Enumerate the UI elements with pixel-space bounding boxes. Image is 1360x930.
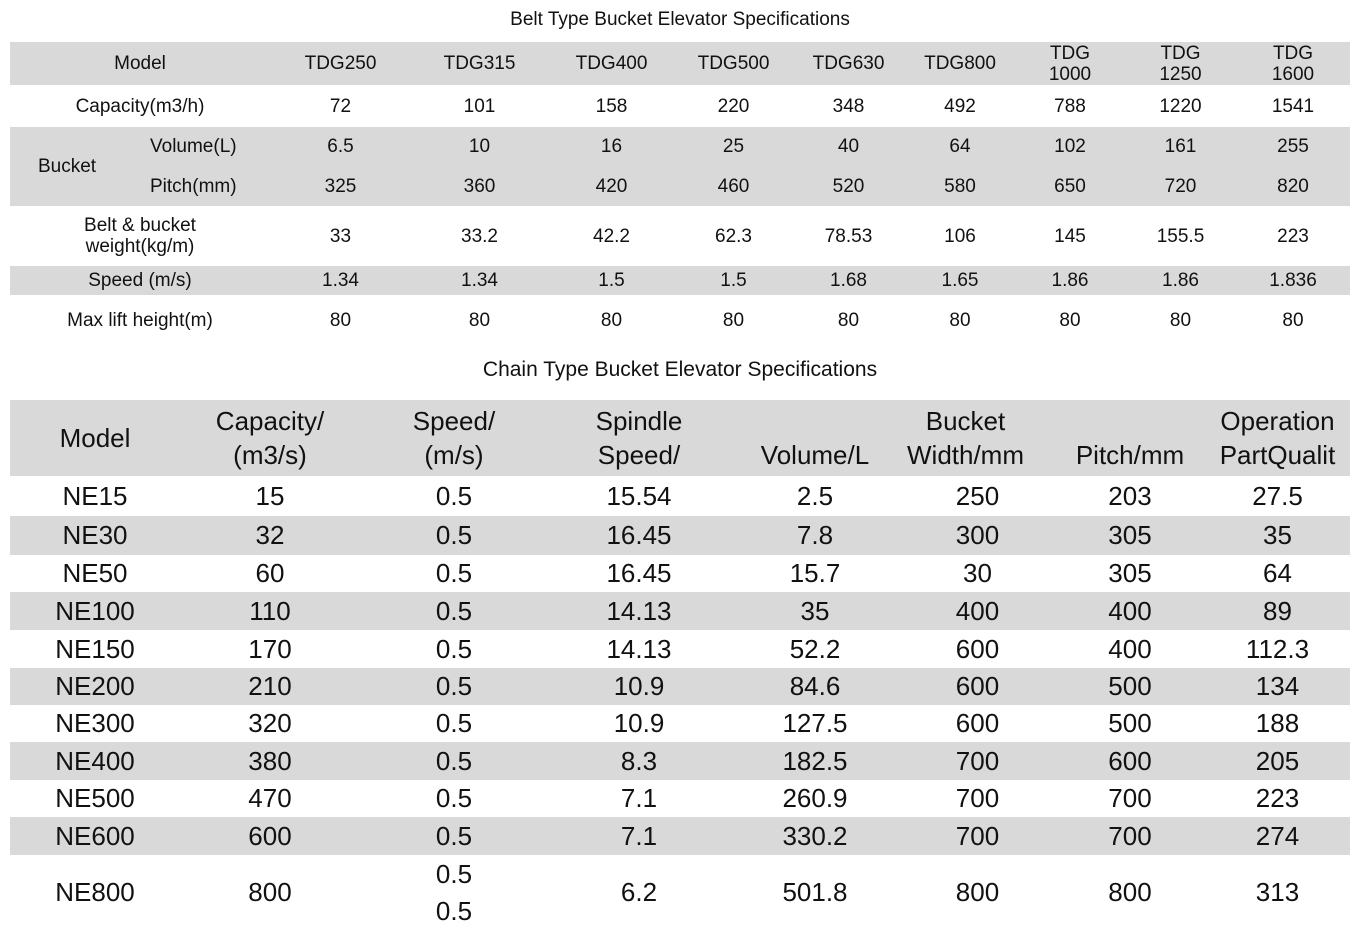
chain-cell: 10.9 (613, 671, 665, 701)
chain-cell: 470 (248, 783, 292, 813)
chain-header-line: Speed/ (412, 406, 496, 436)
chain-header-row (10, 400, 1350, 476)
chain-table-row (10, 742, 1350, 780)
chain-cell: 500 (1108, 671, 1152, 701)
chain-cell: 700 (1108, 820, 1152, 851)
lift-row-label: Max lift height(m) (67, 309, 213, 331)
capacity-row-value: 1541 (1271, 95, 1315, 117)
volume-value: 40 (837, 136, 860, 157)
chain-cell: 203 (1108, 480, 1152, 511)
chain-cell: NE15 (62, 480, 128, 511)
capacity-row-label: Capacity(m3/h) (75, 95, 205, 117)
chain-cell: 30 (963, 558, 992, 588)
belt-spec-table (10, 42, 1350, 345)
volume-value: 64 (949, 136, 971, 157)
pitch-value: 460 (717, 175, 750, 197)
chain-header-line: Capacity/ (215, 406, 325, 436)
chain-cell: 260.9 (782, 783, 848, 813)
capacity-row-value: 348 (832, 95, 865, 117)
chain-cell: 170 (248, 633, 292, 664)
chain-cell: 380 (248, 745, 292, 776)
weight-row-value: 33 (329, 225, 352, 247)
speed-row-value: 1.86 (1162, 270, 1199, 291)
chain-cell: 27.5 (1252, 480, 1303, 511)
chain-header-cell (1055, 400, 1205, 476)
chain-header-cell (888, 400, 1043, 476)
chain-header-line: Bucket (925, 406, 1006, 436)
chain-cell: 700 (955, 745, 1000, 776)
chain-cell: 15 (255, 480, 285, 511)
chain-cell: 400 (1108, 595, 1152, 626)
pitch-label: Pitch(mm) (150, 175, 237, 197)
pitch-value: 820 (1277, 175, 1309, 197)
speed-row-value: 1.34 (322, 270, 359, 291)
chain-cell: 89 (1263, 595, 1292, 626)
capacity-row-value: 158 (595, 95, 628, 117)
belt-table-title: Belt Type Bucket Elevator Specifications (510, 9, 850, 30)
chain-cell: 0.5 (435, 820, 473, 851)
lift-row-value: 80 (722, 309, 745, 331)
chain-cell: 7.8 (796, 520, 834, 550)
chain-table-row (10, 516, 1350, 555)
chain-header-cell (730, 400, 900, 476)
chain-header-line: Volume/L (760, 440, 870, 470)
chain-cell: 305 (1108, 520, 1152, 550)
chain-cell: 15.54 (606, 480, 672, 511)
chain-header-line: Width/mm (907, 440, 1024, 470)
weight-row-value: 155.5 (1156, 225, 1205, 247)
chain-cell: NE800 (55, 877, 135, 907)
chain-cell: 60 (255, 558, 285, 588)
chain-cell: 7.1 (620, 820, 658, 851)
capacity-row-value: 72 (329, 95, 352, 117)
chain-cell: 8.3 (620, 745, 658, 776)
header-row-value: TDG250 (304, 53, 377, 74)
chain-cell: 700 (955, 783, 1000, 813)
chain-cell: 10.9 (613, 708, 665, 738)
weight-row-label: Belt & bucket weight(kg/m) (84, 215, 196, 257)
chain-cell: 305 (1108, 558, 1152, 588)
speed-row-value: 1.836 (1269, 270, 1317, 291)
chain-header-line: (m/s) (424, 440, 484, 470)
speed-row-value: 1.65 (941, 270, 979, 291)
speed-row-value: 1.5 (720, 270, 747, 291)
chain-cell: 223 (1255, 783, 1300, 813)
chain-cell: 500 (1108, 708, 1152, 738)
chain-cell: 0.5 (435, 520, 473, 550)
chain-cell: 0.5 (435, 480, 473, 511)
weight-row-value: 145 (1054, 225, 1086, 247)
speed-row-value: 1.86 (1051, 270, 1089, 291)
chain-cell: 600 (955, 671, 1000, 701)
chain-cell: 313 (1255, 877, 1300, 907)
chain-table-row (10, 817, 1350, 855)
chain-cell: 0.5 0.5 (435, 858, 473, 926)
chain-header-line: Speed/ (597, 440, 681, 470)
capacity-row-value: 220 (717, 95, 750, 117)
chain-cell: 0.5 (435, 558, 473, 588)
chain-cell: NE300 (55, 708, 135, 738)
chain-header-cell: Model (59, 423, 131, 453)
header-row-label: Model (114, 53, 166, 74)
chain-cell: 600 (955, 708, 1000, 738)
chain-cell: 84.6 (789, 671, 841, 701)
chain-cell: NE30 (62, 520, 128, 550)
chain-table-title: Chain Type Bucket Elevator Specifications (482, 358, 878, 381)
chain-cell: 0.5 (435, 671, 473, 701)
header-row-value: TDG400 (575, 53, 648, 74)
chain-cell: NE500 (55, 783, 135, 813)
chain-cell: 64 (1263, 558, 1292, 588)
header-row-value: TDG630 (812, 53, 885, 74)
speed-row (10, 266, 1350, 295)
volume-value: 6.5 (327, 136, 354, 157)
speed-row-value: 1.5 (598, 270, 625, 291)
chain-cell: 800 (248, 877, 292, 907)
chain-cell: 52.2 (789, 633, 841, 664)
chain-cell: 250 (955, 480, 1000, 511)
volume-value: 25 (722, 136, 745, 157)
chain-header-cell (360, 400, 548, 476)
chain-cell: 188 (1255, 708, 1300, 738)
chain-table-row (10, 476, 1350, 516)
chain-table-row (10, 592, 1350, 630)
chain-header-line: Pitch/mm (1075, 440, 1185, 470)
chain-cell: 2.5 (796, 480, 834, 511)
chain-cell: 400 (1108, 633, 1152, 664)
chain-cell: 7.1 (620, 783, 658, 813)
chain-cell: 6.2 (620, 877, 658, 907)
speed-row-label: Speed (m/s) (88, 270, 192, 291)
chain-table-row (10, 630, 1350, 668)
capacity-row-value: 788 (1054, 95, 1086, 117)
weight-row-value: 106 (944, 225, 976, 247)
volume-value: 16 (600, 136, 623, 157)
chain-cell: 0.5 (435, 708, 473, 738)
capacity-row-value: 492 (944, 95, 976, 117)
chain-cell: 0.5 (435, 595, 473, 626)
lift-row (10, 295, 1350, 345)
lift-row-value: 80 (949, 309, 971, 331)
header-row-value: TDG315 (443, 53, 516, 74)
chain-cell: 210 (248, 671, 292, 701)
volume-row (10, 127, 1350, 166)
volume-value: 255 (1277, 136, 1309, 157)
chain-header-cell (548, 400, 730, 476)
chain-header-cell (180, 400, 360, 476)
header-row-value: TDG500 (697, 53, 770, 74)
chain-cell: 35 (1263, 520, 1292, 550)
speed-row-value: 1.34 (461, 270, 498, 291)
weight-row-value: 62.3 (715, 225, 752, 247)
chain-cell: NE400 (55, 745, 135, 776)
capacity-row-value: 101 (463, 95, 496, 117)
pitch-value: 520 (832, 175, 865, 197)
weight-row (10, 206, 1350, 266)
chain-cell: 14.13 (606, 595, 672, 626)
chain-cell: NE200 (55, 671, 135, 701)
pitch-value: 360 (463, 175, 496, 197)
weight-row-value: 33.2 (461, 225, 498, 247)
pitch-value: 420 (595, 175, 628, 197)
chain-cell: 15.7 (789, 558, 841, 588)
chain-cell: 300 (955, 520, 1000, 550)
header-row-value: TDG800 (924, 53, 996, 74)
chain-header-line: Operation (1220, 406, 1335, 436)
weight-row-value: 78.53 (824, 225, 873, 247)
chain-cell: 0.5 (435, 745, 473, 776)
chain-table-row (10, 855, 1350, 930)
chain-cell: NE600 (55, 820, 135, 851)
lift-row-value: 80 (329, 309, 352, 331)
header-row-value: TDG 1250 (1159, 42, 1202, 85)
chain-cell: 134 (1255, 671, 1300, 701)
chain-cell: 32 (255, 520, 285, 550)
chain-cell: 205 (1255, 745, 1300, 776)
pitch-value: 325 (324, 175, 357, 197)
chain-header-line: Spindle (595, 406, 683, 436)
chain-cell: NE100 (55, 595, 135, 626)
chain-cell: 35 (800, 595, 830, 626)
chain-table-row (10, 705, 1350, 742)
capacity-row (10, 85, 1350, 127)
chain-cell: 0.5 (435, 783, 473, 813)
chain-cell: 700 (955, 820, 1000, 851)
chain-cell: 16.45 (606, 558, 672, 588)
chain-cell: 127.5 (782, 708, 848, 738)
chain-table-row (10, 780, 1350, 817)
bucket-label: Bucket (38, 156, 97, 177)
chain-table-row (10, 668, 1350, 705)
chain-cell: 700 (1108, 783, 1152, 813)
capacity-row-value: 1220 (1159, 95, 1202, 117)
lift-row-value: 80 (837, 309, 860, 331)
chain-header-cell (1205, 400, 1350, 476)
chain-cell: 16.45 (606, 520, 672, 550)
volume-label: Volume(L) (150, 136, 237, 157)
chain-spec-table (10, 400, 1350, 930)
chain-table-row (10, 555, 1350, 592)
header-row-value: TDG 1000 (1048, 42, 1092, 85)
chain-cell: 320 (248, 708, 292, 738)
lift-row-value: 80 (1059, 309, 1081, 331)
chain-header-line (1055, 404, 1205, 438)
header-row (10, 42, 1350, 85)
chain-header-line (730, 404, 900, 438)
weight-row-value: 223 (1277, 225, 1309, 247)
volume-value: 102 (1054, 136, 1086, 157)
chain-cell: NE150 (55, 633, 135, 664)
lift-row-value: 80 (468, 309, 491, 331)
chain-cell: 112.3 (1245, 633, 1310, 664)
chain-cell: 182.5 (782, 745, 848, 776)
chain-cell: 110 (249, 595, 291, 626)
pitch-value: 720 (1164, 175, 1197, 197)
lift-row-value: 80 (600, 309, 623, 331)
chain-cell: 0.5 (435, 633, 473, 664)
speed-row-value: 1.68 (830, 270, 867, 291)
weight-row-value: 42.2 (593, 225, 630, 247)
chain-cell: 330.2 (782, 820, 848, 851)
volume-value: 10 (468, 136, 491, 157)
chain-cell: 14.13 (606, 633, 672, 664)
header-row-value: TDG 1600 (1271, 42, 1315, 85)
chain-cell: 501.8 (782, 877, 848, 907)
chain-header-line: (m3/s) (233, 440, 307, 470)
pitch-value: 580 (944, 175, 976, 197)
chain-cell: 274 (1255, 820, 1300, 851)
pitch-row (10, 166, 1350, 206)
chain-cell: 800 (955, 877, 1000, 907)
chain-cell: NE50 (62, 558, 128, 588)
volume-value: 161 (1164, 136, 1197, 157)
lift-row-value: 80 (1169, 309, 1192, 331)
chain-cell: 600 (955, 633, 1000, 664)
pitch-value: 650 (1054, 175, 1086, 197)
chain-cell: 400 (955, 595, 1000, 626)
chain-header-line: PartQualit (1219, 440, 1336, 470)
chain-cell: 800 (1108, 877, 1152, 907)
chain-cell: 600 (248, 820, 292, 851)
lift-row-value: 80 (1282, 309, 1304, 331)
chain-cell: 600 (1108, 745, 1152, 776)
